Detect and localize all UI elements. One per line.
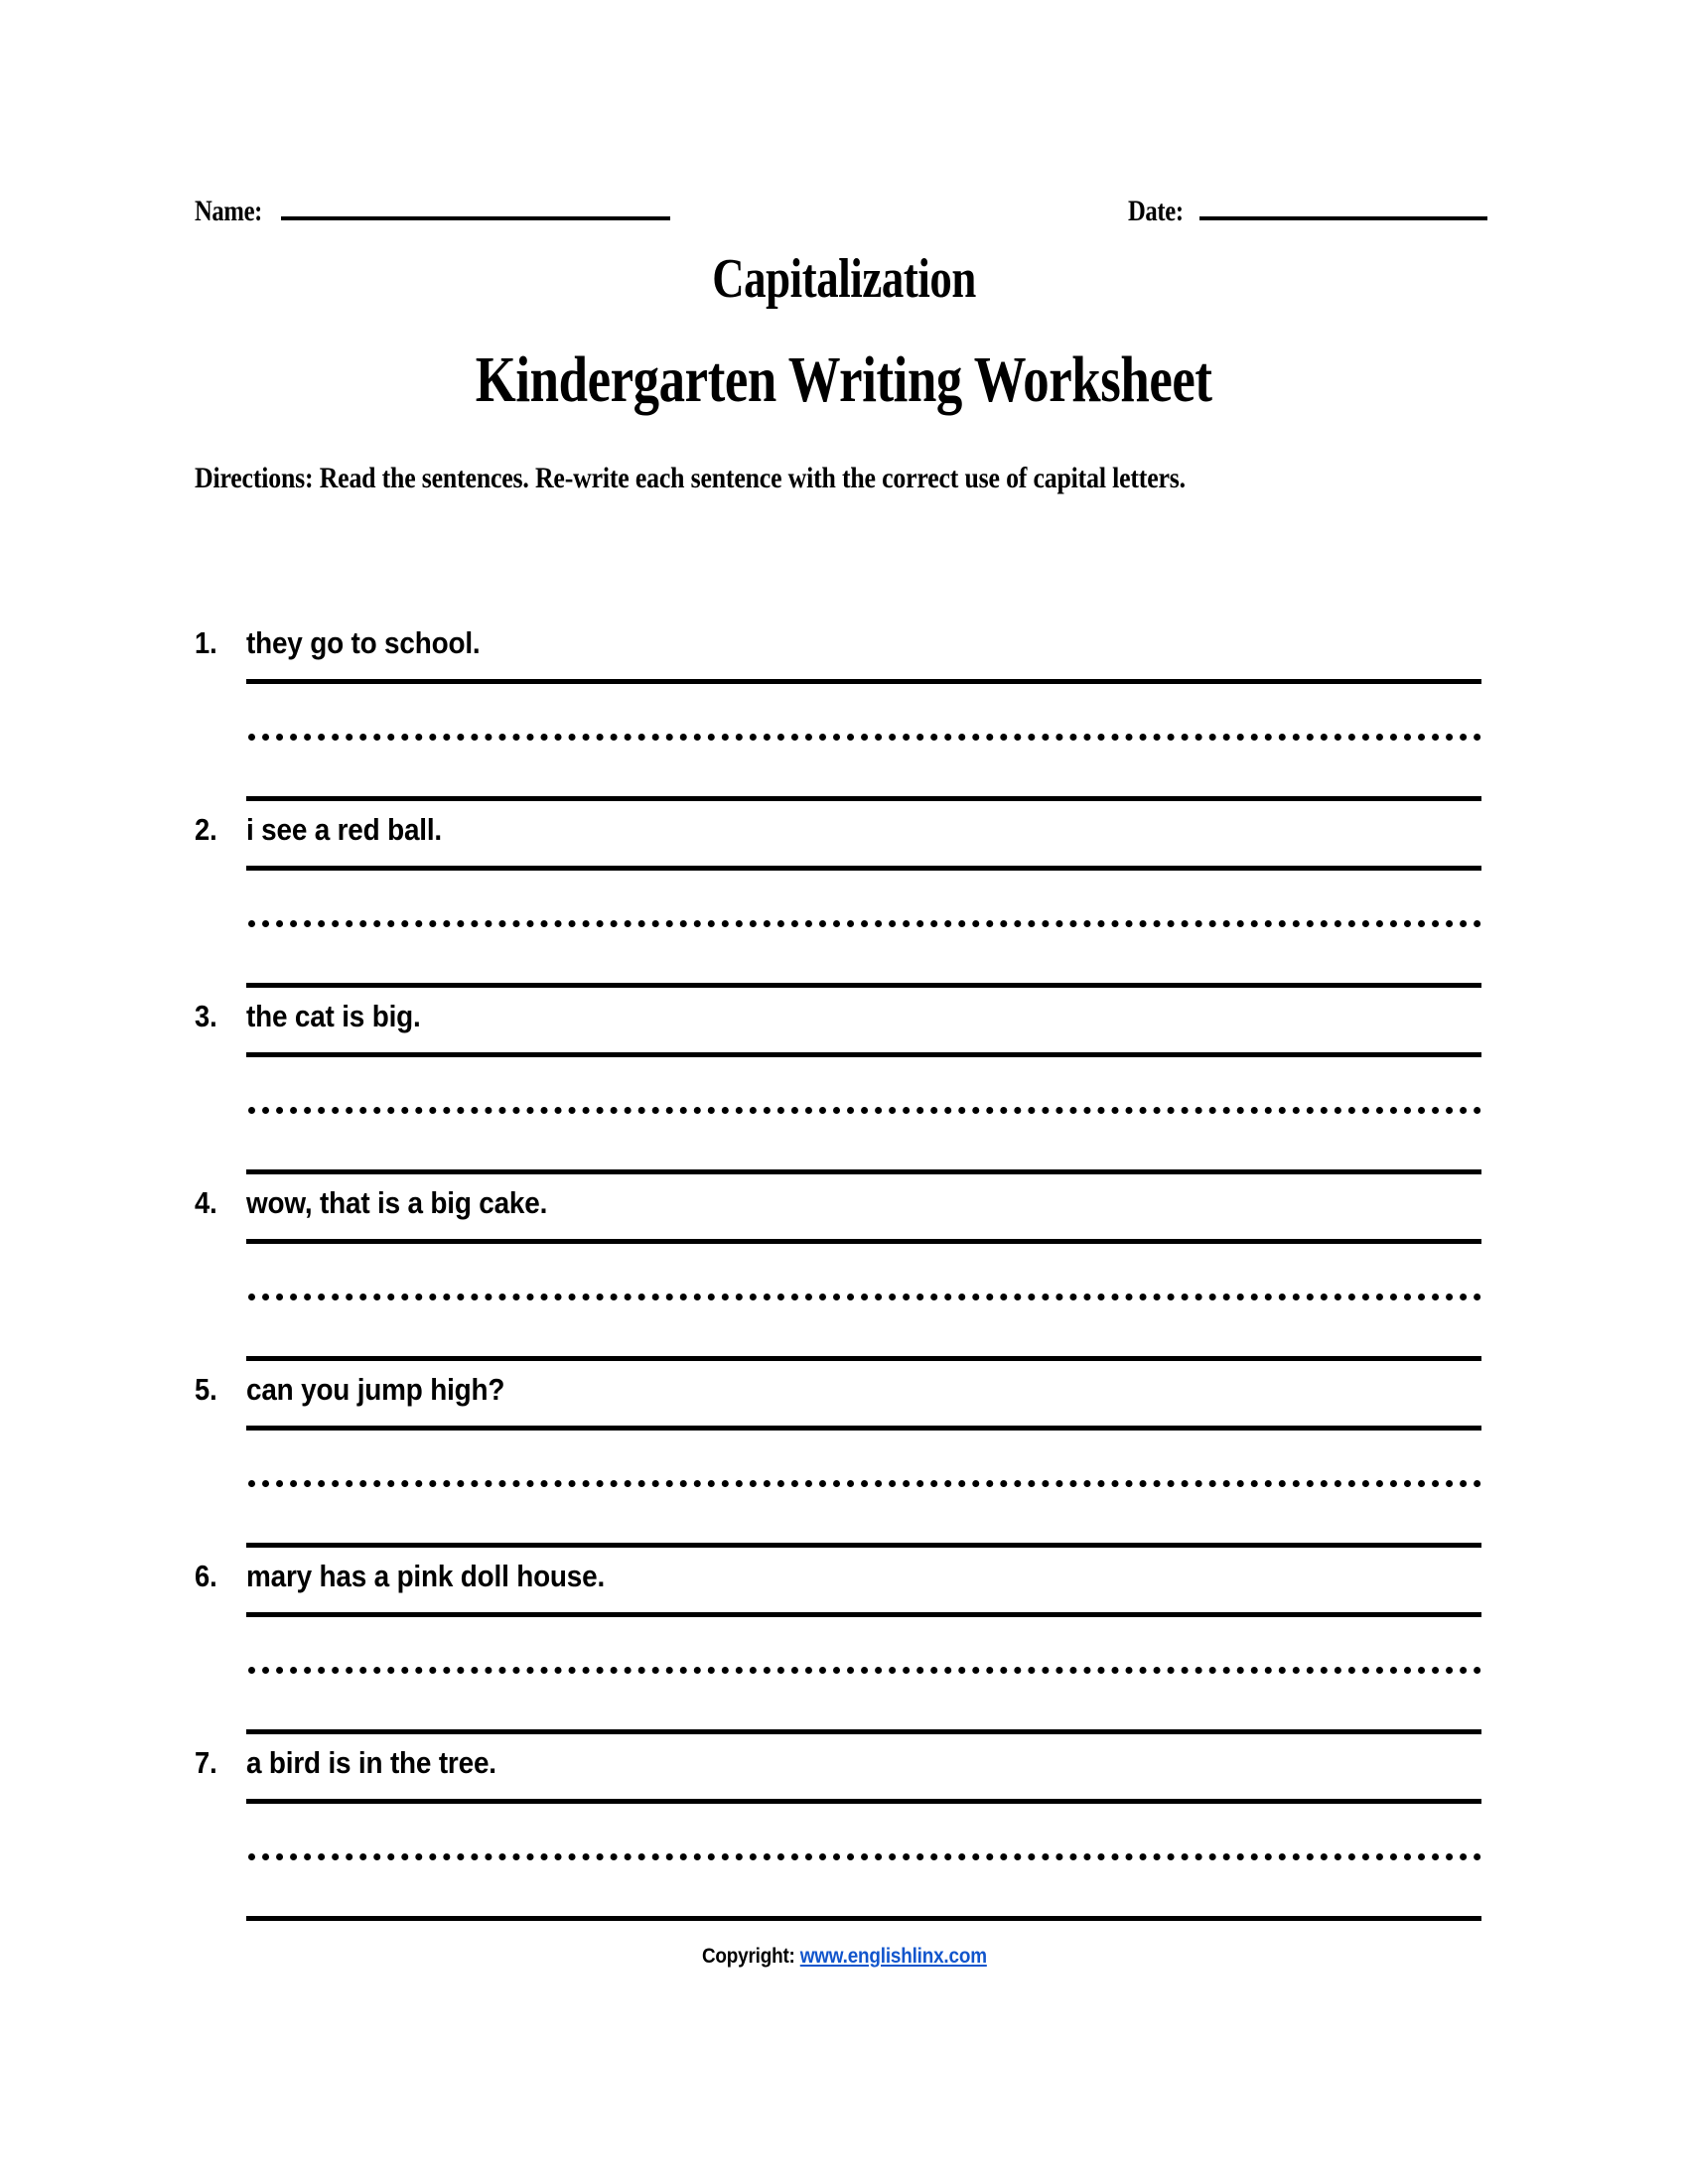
writing-line-bottom: [246, 1356, 1481, 1361]
writing-lines[interactable]: [246, 1612, 1481, 1735]
worksheet-title: [0, 250, 1688, 308]
englishlinx-link[interactable]: www.englishlinx.com: [799, 1945, 987, 1968]
writing-line-top: [246, 1426, 1481, 1431]
student-info-row: [195, 191, 1485, 236]
writing-line-middle-dotted: [248, 1294, 1481, 1300]
footer-inner: [702, 1944, 987, 1970]
writing-lines[interactable]: [246, 679, 1481, 802]
date-field-group: [1128, 191, 1487, 228]
date-label: Date:: [1128, 195, 1184, 227]
exercise-sentence: can you jump high?: [246, 1372, 505, 1407]
exercise-item: [0, 810, 1688, 997]
writing-line-middle-dotted: [248, 734, 1481, 741]
writing-lines[interactable]: [246, 1799, 1481, 1922]
writing-line-middle-dotted: [248, 1480, 1481, 1487]
exercise-prompt: [195, 1743, 1485, 1791]
name-field-group: [195, 191, 670, 228]
writing-line-bottom: [246, 796, 1481, 801]
exercise-sentence: the cat is big.: [246, 999, 421, 1033]
exercise-sentence: they go to school.: [246, 625, 481, 660]
exercise-sentence: i see a red ball.: [246, 812, 443, 847]
exercise-prompt: [195, 997, 1485, 1044]
name-input-blank[interactable]: [281, 191, 670, 220]
writing-line-bottom: [246, 1543, 1481, 1548]
exercise-number: 7.: [195, 1745, 217, 1780]
writing-line-middle-dotted: [248, 1107, 1481, 1114]
directions-text: Directions: Read the sentences. Re-write each sentence with the correct use of capital letters.: [195, 462, 1186, 494]
exercise-prompt: [195, 1370, 1485, 1418]
exercise-prompt: [195, 1557, 1485, 1604]
worksheet-subtitle-text: Kindergarten Writing Worksheet: [476, 343, 1212, 416]
writing-lines[interactable]: [246, 1052, 1481, 1175]
exercise-number: 4.: [195, 1185, 217, 1220]
writing-line-middle-dotted: [248, 920, 1481, 927]
name-label: Name:: [195, 195, 263, 227]
copyright-label: Copyright:: [701, 1945, 795, 1968]
exercise-item: [0, 1370, 1688, 1557]
exercise-item: [0, 1183, 1688, 1370]
writing-line-bottom: [246, 1729, 1481, 1734]
writing-lines[interactable]: [246, 1426, 1481, 1549]
directions: [195, 459, 1416, 498]
writing-lines[interactable]: [246, 866, 1481, 989]
date-input-blank[interactable]: [1199, 191, 1487, 220]
exercise-number: 3.: [195, 999, 217, 1033]
writing-line-top: [246, 1052, 1481, 1057]
worksheet-subtitle: [0, 345, 1688, 415]
exercise-number: 6.: [195, 1559, 217, 1593]
exercise-item: [0, 997, 1688, 1183]
writing-line-top: [246, 1799, 1481, 1804]
exercise-list: [0, 623, 1688, 1930]
writing-line-bottom: [246, 1169, 1481, 1174]
writing-line-top: [246, 1239, 1481, 1244]
writing-line-bottom: [246, 983, 1481, 988]
worksheet-title-text: Capitalization: [712, 248, 976, 310]
writing-line-top: [246, 866, 1481, 871]
exercise-prompt: [195, 810, 1485, 858]
exercise-number: 1.: [195, 625, 217, 660]
exercise-item: [0, 623, 1688, 810]
exercise-number: 2.: [195, 812, 217, 847]
writing-line-bottom: [246, 1916, 1481, 1921]
writing-line-middle-dotted: [248, 1853, 1481, 1860]
exercise-sentence: mary has a pink doll house.: [246, 1559, 606, 1593]
exercise-item: [0, 1557, 1688, 1743]
writing-line-top: [246, 1612, 1481, 1617]
exercise-prompt: [195, 1183, 1485, 1231]
exercise-item: [0, 1743, 1688, 1930]
exercise-sentence: a bird is in the tree.: [246, 1745, 496, 1780]
writing-line-top: [246, 679, 1481, 684]
exercise-number: 5.: [195, 1372, 217, 1407]
exercise-sentence: wow, that is a big cake.: [246, 1185, 548, 1220]
footer: [0, 1944, 1688, 1970]
writing-line-middle-dotted: [248, 1667, 1481, 1674]
writing-lines[interactable]: [246, 1239, 1481, 1362]
exercise-prompt: [195, 623, 1485, 671]
